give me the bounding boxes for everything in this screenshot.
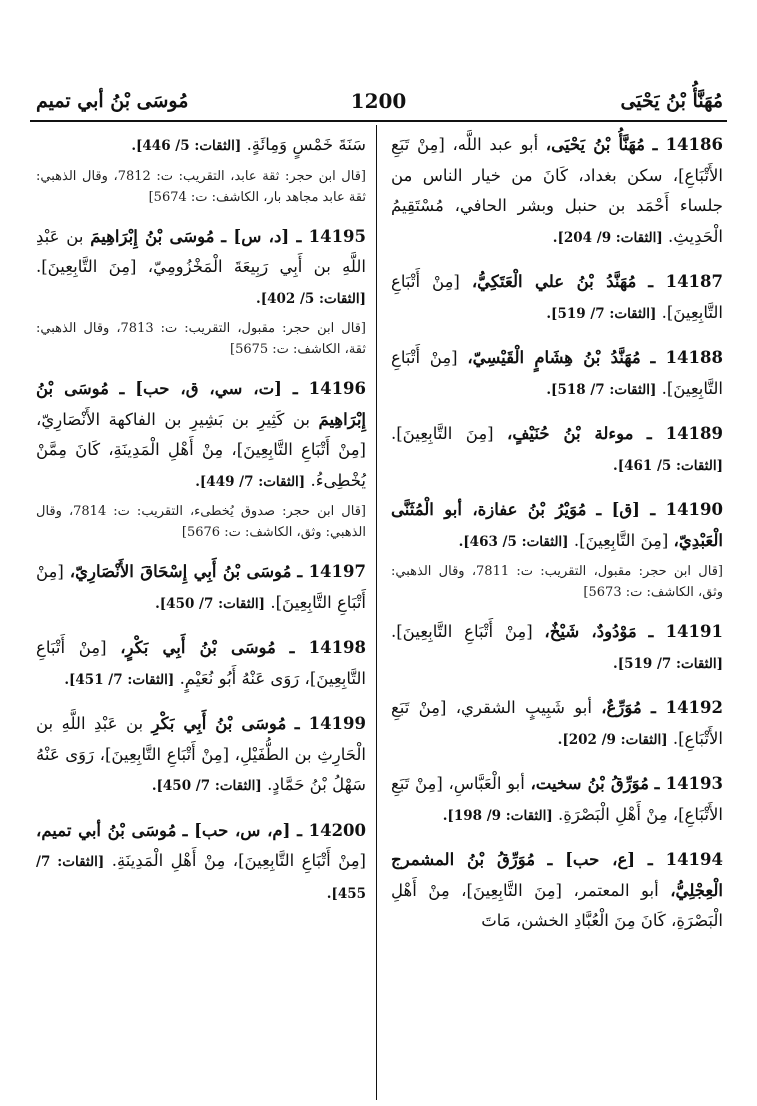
entry-number: 14189 ـ xyxy=(646,424,723,443)
entry-body: [مِنْ أَتْبَاعِ التَّابِعِينَ]. xyxy=(391,272,723,322)
entry-name: مُوَرِّقُ بْنُ المشمرج الْعِجْلِيُّ، xyxy=(391,850,723,900)
entry-reference: [الثقات: 7/ 455]. xyxy=(36,854,366,902)
entry-number: 14197 ـ xyxy=(297,562,366,581)
entry-number: 14199 ـ xyxy=(294,714,366,733)
entry-14186 xyxy=(391,130,723,253)
page-number: 1200 xyxy=(350,89,407,113)
entry-number: 14196 ـ [ت، سي، ق، حب] ـ xyxy=(119,379,367,398)
entry-reference: [الثقات: 7/ 519]. xyxy=(613,655,723,672)
entry-name: مُوسَى بْنُ إِبْرَاهِيمَ xyxy=(36,379,366,429)
entry-number: 14187 ـ xyxy=(648,272,723,291)
entry-14187 xyxy=(391,267,723,329)
entry-number: 14200 ـ [م، س، حب] ـ xyxy=(182,820,367,840)
entry-14195 xyxy=(36,222,366,315)
entry-name: مُوسَى بْنُ أَبِي إِسْحَاقَ الأَنْصَارِيّ، xyxy=(69,562,292,581)
entry-name: مُهَنَّأُ بْنُ يَحْيَى، xyxy=(545,135,645,154)
entry-name: مُهَنَّدُ بْنُ هِشَامٍ الْقَيْسِيّ، xyxy=(467,348,641,367)
entry-reference: [الثقات: 7/ 518]. xyxy=(546,381,657,398)
entry-reference: [الثقات: 5/ 463]. xyxy=(458,533,569,550)
entry-14195-note: [قال ابن حجر: مقبول، التقريب: ت: 7813، وقال الذهبي: ثقة، الكاشف: ت: 5675] xyxy=(36,321,366,357)
entry-number: 14186 ـ xyxy=(652,135,723,154)
entry-body: أبو عبد اللَّه، [مِنْ تَبَعِ الأَتْبَاعِ]، سكن بغداد، كَانَ من خيار الناس من جلساء أَحْمَد بن حنبل وبشر الحافي، مُسْتَقِيمُ الْحَدِيثِ. xyxy=(391,135,723,246)
entry-reference: [الثقات: 5/ 446]. xyxy=(131,138,242,154)
entry-14194 xyxy=(391,845,723,937)
entry-number: 14191 ـ xyxy=(648,622,723,641)
entry-body: [مِنْ أَتْبَاعِ التَّابِعِينَ]. xyxy=(391,348,723,398)
running-header-title: مُهَنَّأُ بْنُ يَحْيَى xyxy=(620,90,723,112)
entry-body: أبو المعتمر، [مِنَ التَّابِعِينَ]، مِنْ أَهْلِ الْبَصْرَةِ، كَانَ مِنَ الْعُبَّادِ الخشن، مَاتَ xyxy=(391,880,723,930)
entry-14198 xyxy=(36,633,366,695)
entry-body: [مِنْ أَتْبَاعِ التَّابِعِينَ]، مِنْ أَهْلِ الْمَدِينَةِ. xyxy=(111,851,366,870)
entry-reference: [الثقات: 7/ 451]. xyxy=(64,671,175,688)
entry-name: مُوَرِّعٌ، xyxy=(601,698,642,717)
entry-name: مُهَنَّدُ بْنُ علي الْعَتَكِيُّ، xyxy=(471,272,637,291)
entry-14194-note: [قال ابن حجر: ثقة عابد، التقريب: ت: 7812، وقال الذهبي: ثقة عابد مجاهد بار، الكاشف: ت: 5674] xyxy=(36,168,366,205)
entry-name: مُوسَى بْنُ أَبِي بَكْرٍ، xyxy=(120,638,276,657)
entry-reference: [الثقات: 9/ 204]. xyxy=(552,229,663,246)
entry-14199 xyxy=(36,709,366,802)
entry-14190-note: [قال ابن حجر: مقبول، التقريب: ت: 7811، وقال الذهبي: وثق، الكاشف: ت: 5673] xyxy=(391,564,723,600)
entry-14192 xyxy=(391,693,723,755)
entry-number: 14193 ـ xyxy=(654,774,723,793)
entry-14189 xyxy=(391,419,723,481)
entry-reference: [الثقات: 9/ 198]. xyxy=(442,807,553,824)
entry-body: بن عَبْدِ اللَّهِ بن الْحَارِثِ بن الطُّفَيْلِ، [مِنْ أَتْبَاعِ التَّابِعِينَ]، رَوَى عَنْهُ سَهْلُ بْنُ حَمَّادٍ. xyxy=(36,714,366,794)
entry-body: سَنَةَ خَمْسٍ وَمِائَةٍ. xyxy=(246,135,366,154)
entry-reference: [الثقات: 5/ 402]. xyxy=(256,290,366,307)
entry-body: [مِنْ أَتْبَاعِ التَّابِعِينَ]، رَوَى عَنْهُ أَبُو نُعَيْمٍ. xyxy=(36,638,366,688)
entry-reference: [الثقات: 7/ 450]. xyxy=(155,595,266,612)
entry-reference: [الثقات: 7/ 450]. xyxy=(151,778,262,794)
entry-name: مُوَيْرُ بْنُ عفازة، أبو الْمُثَنَّى الْعَبْدِيّ، xyxy=(391,500,723,550)
entry-name: مُوسَى بْنُ إِبْرَاهِيمَ xyxy=(90,226,215,246)
entry-reference: [الثقات: 9/ 202]. xyxy=(557,731,668,748)
entry-body: بن كَثِيرِ بن بَشِيرِ بن الفاكهة الأَنْصَارِيّ، [مِنْ أَتْبَاعِ التَّابِعِينَ]، مِنْ أَهْلِ الْمَدِينَةِ، كَانَ مِمَّنْ يُخْطِىءُ. xyxy=(36,409,366,490)
entry-14196-note: [قال ابن حجر: صدوق يُخطىء، التقريب: ت: 7814، وقال الذهبي: وثق، الكاشف: ت: 5676] xyxy=(36,504,366,540)
entry-body: أبو شَبِيبٍ الشقري، [مِنْ تَبَعِ الأَتْبَاعِ]. xyxy=(391,698,723,748)
entry-14193 xyxy=(391,769,723,831)
entry-body: أبو الْعَبَّاسِ، [مِنْ تَبَعِ الأَتْبَاعِ]، مِنْ أَهْلِ الْبَصْرَةِ. xyxy=(391,774,723,824)
entry-reference: [الثقات: 7/ 449]. xyxy=(195,473,306,490)
entry-number: 14194 ـ [ع، حب] ـ xyxy=(547,850,723,869)
left-column xyxy=(36,130,366,923)
entry-reference: [الثقات: 7/ 519]. xyxy=(546,305,657,322)
entry-14188 xyxy=(391,343,723,405)
entry-14196 xyxy=(36,374,366,497)
entry-14197 xyxy=(36,557,366,619)
entry-number: 14195 ـ [د، س] ـ xyxy=(221,226,367,246)
entry-number: 14192 ـ xyxy=(650,698,723,717)
entry-14190 xyxy=(391,495,723,557)
entry-reference: [الثقات: 5/ 461]. xyxy=(613,457,723,474)
entry-body: [مِنْ أَتْبَاعِ التَّابِعِينَ]. xyxy=(391,622,545,641)
right-column xyxy=(391,130,723,951)
entry-14194-continued xyxy=(36,130,366,162)
entry-name: مَوْدُودٌ، شَيْخٌ، xyxy=(544,622,637,641)
column-divider xyxy=(376,125,377,1100)
entry-body: بن عَبْدِ اللَّهِ بن أَبِي رَبِيعَةَ الْمَخْزُومِيّ، [مِنَ التَّابِعِينَ]. xyxy=(36,226,366,276)
entry-name: مُوَرِّقُ بْنُ سخيت، xyxy=(530,774,649,793)
entry-body: [مِنْ أَتْبَاعِ التَّابِعِينَ]. xyxy=(36,562,366,612)
running-header-last-entry: مُوسَى بْنُ أبي تميم xyxy=(36,90,189,112)
header-rule xyxy=(30,120,727,122)
entry-body: [مِنَ التَّابِعِينَ]. xyxy=(573,530,674,550)
entry-name: موءلة بْنُ حُنَيْفٍ، xyxy=(507,424,634,443)
entry-name: مُوسَى بْنُ أبي تميم، xyxy=(36,820,177,840)
entry-14200 xyxy=(36,816,366,910)
entry-number: 14190 ـ [ق] ـ xyxy=(596,500,723,519)
entry-name: مُوسَى بْنُ أَبِي بَكْرِ xyxy=(151,714,287,733)
entry-14191 xyxy=(391,617,723,679)
entry-number: 14188 ـ xyxy=(650,348,723,367)
entry-body: [مِنَ التَّابِعِينَ]. xyxy=(391,424,507,443)
entry-number: 14198 ـ xyxy=(289,638,367,657)
